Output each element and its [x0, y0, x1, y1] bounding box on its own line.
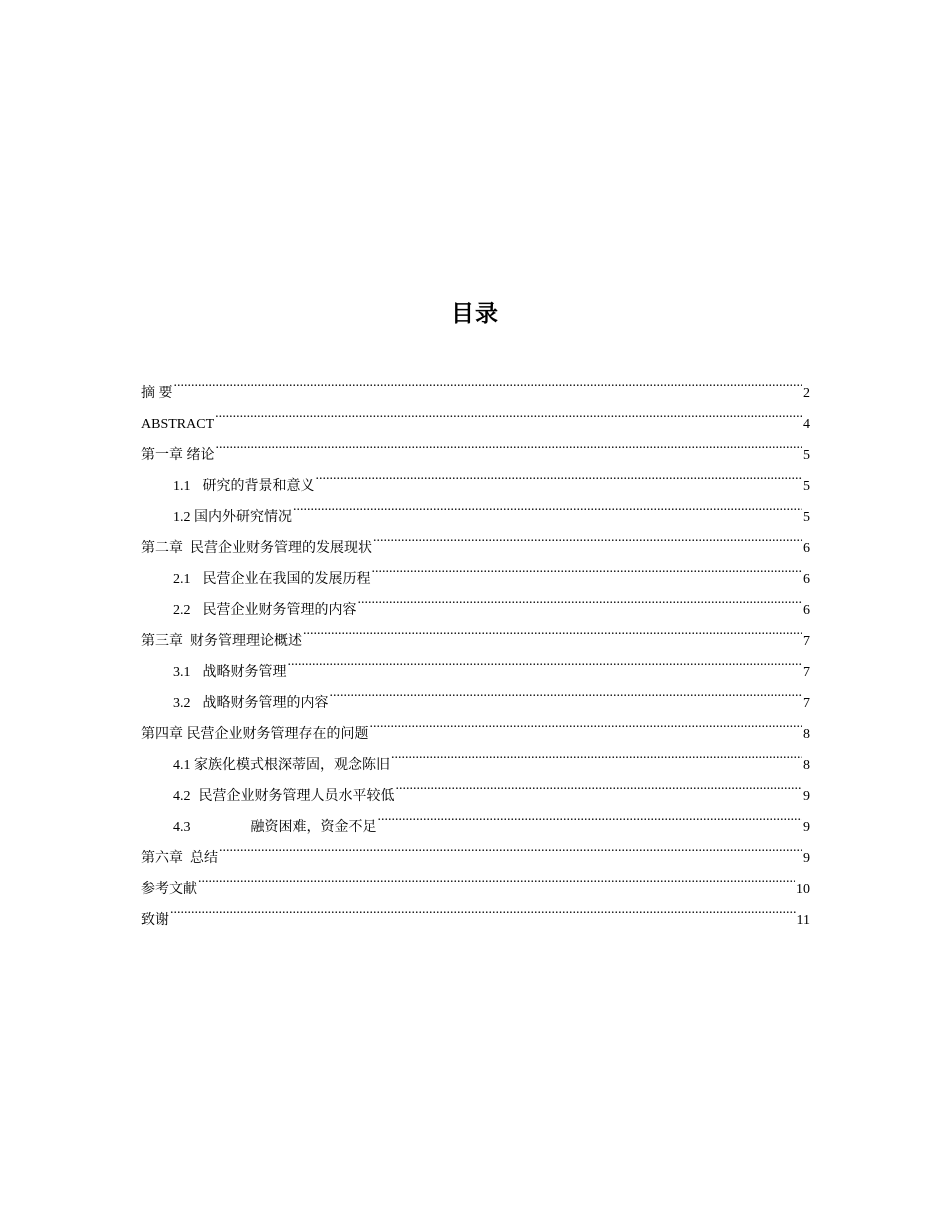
toc-entry-text: 4.1 家族化模式根深蒂固，观念陈旧 [173, 758, 390, 773]
toc-dot-leader [174, 366, 803, 397]
toc-entry-text: 参考文献 [141, 882, 197, 897]
toc-entry[interactable] [141, 428, 810, 463]
toc-dot-leader [316, 459, 803, 490]
toc-entry-number: 2.1 [173, 572, 191, 587]
toc-dot-leader [293, 490, 802, 521]
toc-entry[interactable] [141, 366, 810, 401]
toc-entry-page: 7 [803, 634, 810, 649]
toc-entry-text: 摘 要 [141, 386, 173, 401]
toc-entry-text: 研究的背景和意义 [202, 479, 315, 494]
toc-dot-leader [372, 552, 803, 583]
toc-entry-number: 1.1 [173, 479, 191, 494]
toc-dot-leader [373, 521, 802, 552]
toc-entry-page: 11 [796, 913, 810, 928]
toc-entry-text: 第一章 绪论 [141, 448, 215, 463]
toc-entry-text: ABSTRACT [141, 417, 215, 432]
toc-title: 目录 [451, 301, 499, 327]
toc-entry-page: 6 [803, 572, 810, 587]
toc-dot-leader [170, 893, 796, 924]
toc-entry-text: 民营企业财务管理的内容 [202, 603, 357, 618]
toc-entry-text: 战略财务管理 [202, 665, 287, 680]
toc-entry-page: 6 [803, 603, 810, 618]
toc-entry-number: 4.3 [173, 820, 191, 835]
toc-entry-page: 7 [803, 665, 810, 680]
toc-entry-page: 7 [803, 696, 810, 711]
toc-entry[interactable] [141, 862, 810, 897]
toc-entry-page: 4 [803, 417, 810, 432]
toc-entry-number: 4.2 [173, 789, 191, 804]
toc-entry-page: 5 [803, 479, 810, 494]
toc-dot-leader [198, 862, 795, 893]
toc-entry[interactable] [141, 893, 810, 928]
toc-entry[interactable] [141, 831, 810, 866]
toc-dot-leader [219, 831, 802, 862]
toc-entry-page: 9 [803, 789, 810, 804]
toc-entry-page: 6 [803, 541, 810, 556]
toc-entry-page: 8 [803, 758, 810, 773]
toc-entry-text: 第三章 财务管理理论概述 [141, 634, 302, 649]
toc-entry[interactable] [141, 397, 810, 432]
toc-dot-leader [216, 428, 803, 459]
toc-entry-text: 民营企业财务管理人员水平较低 [198, 789, 395, 804]
toc-entry-number: 2.2 [173, 603, 191, 618]
toc-dot-leader [215, 397, 802, 428]
toc-entry-text: 第四章 民营企业财务管理存在的问题 [141, 727, 369, 742]
toc-entry-page: 9 [803, 851, 810, 866]
toc-entry-text: 战略财务管理的内容 [202, 696, 329, 711]
toc-entry-number: 3.2 [173, 696, 191, 711]
toc-list [141, 366, 810, 928]
toc-entry-page: 5 [803, 510, 810, 525]
toc-entry-text: 1.2 国内外研究情况 [173, 510, 292, 525]
toc-entry-page: 2 [803, 386, 810, 401]
toc-entry-text: 第二章 民营企业财务管理的发展现状 [141, 541, 372, 556]
toc-dot-leader [396, 769, 803, 800]
toc-entry-page: 10 [796, 882, 810, 897]
toc-dot-leader [330, 676, 803, 707]
toc-entry-number: 3.1 [173, 665, 191, 680]
toc-dot-leader [370, 707, 803, 738]
toc-dot-leader [303, 614, 802, 645]
toc-entry-text: 致谢 [141, 913, 169, 928]
toc-entry[interactable] [141, 459, 810, 494]
toc-dot-leader [358, 583, 803, 614]
toc-entry-page: 9 [803, 820, 810, 835]
toc-dot-leader [378, 800, 803, 831]
toc-entry-text: 民营企业在我国的发展历程 [202, 572, 371, 587]
toc-dot-leader [288, 645, 803, 676]
toc-dot-leader [391, 738, 802, 769]
toc-entry-text: 融资困难，资金不足 [250, 820, 377, 835]
toc-entry-page: 8 [803, 727, 810, 742]
toc-entry-text: 第六章 总结 [141, 851, 218, 866]
toc-entry-page: 5 [803, 448, 810, 463]
